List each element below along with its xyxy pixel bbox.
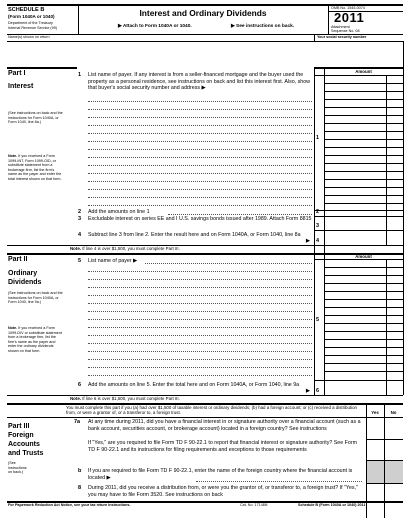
paperwork-notice: For Paperwork Reduction Act Notice, see your tax return instructions. [8,503,131,507]
part1-amount-header: Amount [355,69,372,74]
part1-note-label: Note. [70,246,81,251]
yes-column-header: Yes [371,410,379,415]
form-identifier: Schedule B (Form 1040A or 1040) 2011 [298,503,366,507]
line6-text: Add the amounts on line 5. Enter the total here and on Form 1040A, or Form 1040, line 9a [88,382,300,388]
part1-bottom-note [70,246,180,251]
part2-note-text: If line 6 is over $1,500, you must complete Part III. [80,396,180,401]
part3-subtitle-trusts: and Trusts [8,450,44,457]
line1-number: 1 [78,72,82,78]
department-line: Department of the Treasury [8,21,53,25]
part2-side-note-label: Note. [8,326,18,330]
part2-title: Part II [8,256,28,263]
part2-subtitle-dividends: Dividends [8,279,42,286]
line4-arrow-icon: ▶ [306,238,310,244]
no-column-header: No [390,410,397,415]
part1-subtitle: Interest [8,83,34,90]
names-shown-label: Name(s) shown on return [8,35,50,39]
sequence-number: Sequence No. 08 [331,29,360,33]
attachment-label: Attachment [331,25,350,29]
part1-side-instructions: (See instructions on back and the instructions for Form 1040A, or Form 1040, line 8a.) [8,111,63,125]
line4-number: 4 [78,232,82,238]
part3-subtitle-accounts: Accounts [8,441,40,448]
line4-text: Subtract line 3 from line 2. Enter the result here and on Form 1040A, or Form 1040, line 8a [88,232,301,238]
form-reference: (Form 1040A or 1040) [8,13,55,19]
part1-title: Part I [8,70,26,77]
form-title: Interest and Ordinary Dividends [139,8,267,18]
line7a-followup-text: If "Yes," are you required to file Form TD F 90-22.1 to report that financial interest or signature authority? See Form TD F 90-22.1 and its instructions for filing requirements and exceptions to those requirements [88,440,358,453]
part2-side-note-text: If you received a Form 1099-DIV or substitute statement from a brokerage firm, list the firm's name as the payer and enter the ordinary dividends shown on that form. [8,326,62,353]
line6-box-number: 6 [316,388,320,394]
line5-box-number: 5 [316,317,320,323]
part1-side-note-text: If you received a Form 1099-INT, Form 1099-OID, or substitute statement from a brokerage firm, list the firm's name as the payer and enter the total interest shown on that form. [8,154,62,181]
line6-arrow-icon: ▶ [306,388,310,394]
line8-text: During 2011, did you receive a distribution from, or were you the grantor of, or transferor to, a foreign trust? If "Yes," you may have to file Form 3520. See instructions on back [88,485,358,498]
part3-subtitle-foreign: Foreign [8,432,34,439]
line7a-number: 7a [74,419,81,425]
catalog-number: Cat. No. 17146N [240,503,268,507]
part2-side-instructions: (See instructions on back and the instructions for Form 1040A, or Form 1040, line 9a.) [8,291,63,305]
omb-number: OMB No. 1545-0074 [331,6,365,10]
line3-box-number: 3 [316,223,320,229]
line1-box-number: 1 [316,135,320,141]
line2-number: 2 [78,209,82,215]
part3-side-instructions: (See instructions on back.) [8,461,27,475]
part2-side-note [8,326,62,354]
line2-text: Add the amounts on line 1 [88,209,150,215]
see-instructions-note: ▶ See instructions on back. [231,24,295,29]
part1-note-text: If line 4 is over $1,500, you must complete Part III. [80,246,180,251]
part2-subtitle-ordinary: Ordinary [8,270,38,277]
irs-line: Internal Revenue Service (99) [8,25,57,30]
part3-intro: You must complete this part if you (a) had over $1,500 of taxable interest or ordinary dividends; (b) had a foreign account; or (c) received a distribution from, or were a grantor of, or a transferor to, a foreign trust. [66,405,357,416]
tax-year: 2011 [334,10,365,25]
part3-title: Part III [8,423,30,430]
part2-note-label: Note. [70,396,81,401]
part2-amount-header: Amount [355,254,372,259]
schedule-label: SCHEDULE B [8,7,45,13]
line5-text: List name of payer ▶ [88,258,138,264]
line3-number: 3 [78,216,82,222]
attach-instruction: ▶ Attach to Form 1040A or 1040. [118,24,192,29]
line8-number: 8 [78,485,82,491]
part1-side-note [8,154,62,182]
line5-number: 5 [78,258,82,264]
line7b-text: If you are required to file Form TD F 90-22.1, enter the name of the foreign country where the financial account is located ▶ [88,468,353,481]
line3-text: Excludable interest on series EE and I U.S. savings bonds issued after 1989. Attach Form 8815 [88,216,312,222]
line6-number: 6 [78,382,82,388]
part2-bottom-note [70,396,180,401]
line2-box-number: 2 [316,209,320,215]
part1-side-note-label: Note. [8,154,18,158]
line1-instructions: List name of payer. If any interest is from a seller-financed mortgage and the buyer used the property as a personal residence, see instructions on back and list this interest first. Also, show that buyer's social security number and address ▶ [88,72,310,92]
line7a-text: At any time during 2011, did you have a financial interest in or signature authority over a financial account (such as a bank account, securities account, or brokerage account) located in a foreign country? See instructions [88,419,361,432]
line7b-number: b [78,468,82,474]
ssn-label: Your social security number [317,35,367,39]
line4-box-number: 4 [316,238,320,244]
